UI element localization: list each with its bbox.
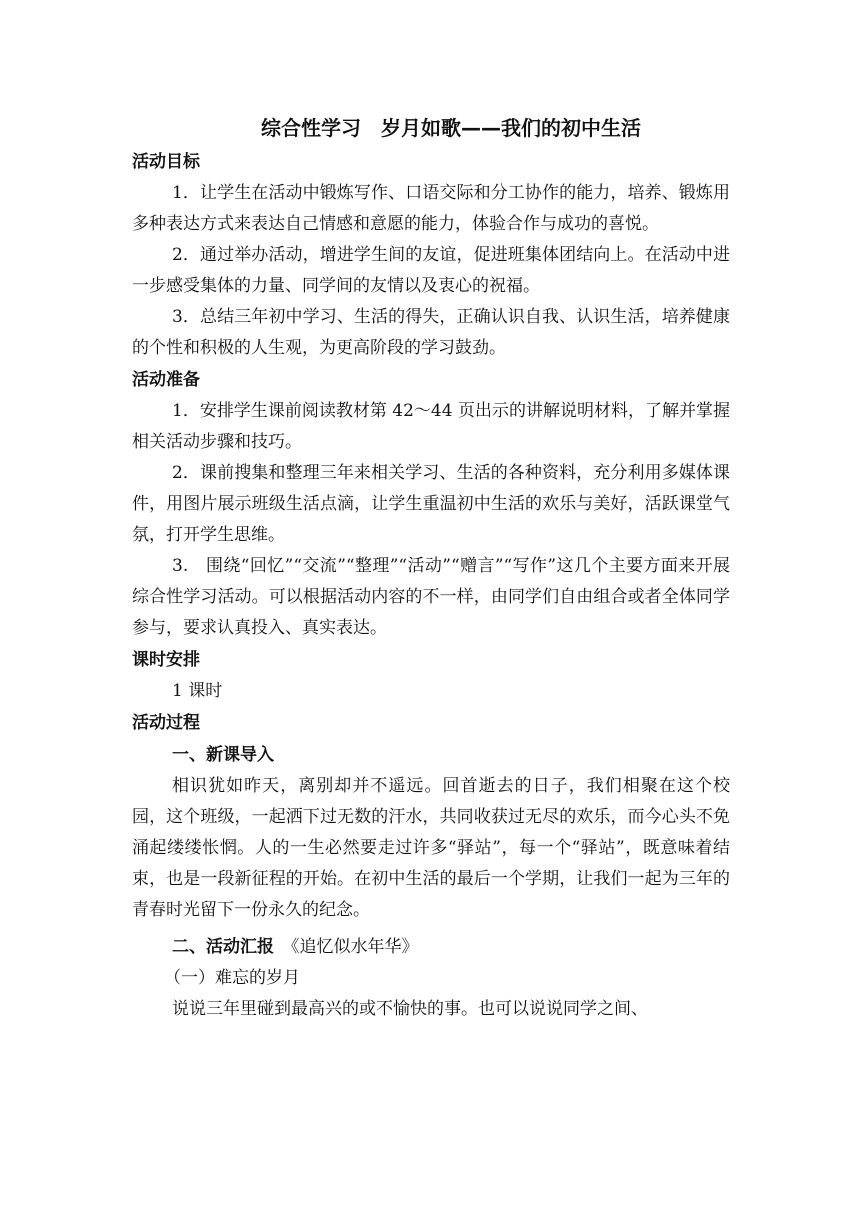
process-part2-line <box>132 932 730 963</box>
document-page <box>132 112 730 1025</box>
preparation-item-2: 2．课前搜集和整理三年来相关学习、生活的各种资料，充分利用多媒体课件，用图片展示班级生活点滴，让学生重温初中生活的欢乐与美好，活跃课堂气氛，打开学生思维。 <box>132 463 730 545</box>
preparation-item-1: 1．安排学生课前阅读教材第 42～44 页出示的讲解说明材料，了解并掌握相关活动步骤和技巧。 <box>132 401 730 452</box>
goal-item-2: 2．通过举办活动，增进学生间的友谊，促进班集体团结向上。在活动中进一步感受集体的力量、同学间的友情以及衷心的祝福。 <box>132 245 730 296</box>
heading-activity-goals: 活动目标 <box>132 152 200 172</box>
document-title: 综合性学习 岁月如歌——我们的初中生活 <box>261 116 641 140</box>
heading-activity-process: 活动过程 <box>132 713 200 733</box>
goal-item-1: 1．让学生在活动中锻炼写作、口语交际和分工协作的能力，培养、锻炼用多种表达方式来表达自己情感和意愿的能力，体验合作与成功的喜悦。 <box>132 183 730 234</box>
process-part2-subtitle: 《追忆似水年华》 <box>274 937 419 957</box>
process-sub1-heading: （一）难忘的岁月 <box>164 968 300 988</box>
process-sub1-text: 说说三年里碰到最高兴的或不愉快的事。也可以说说同学之间、 <box>172 999 648 1019</box>
schedule-text: 1 课时 <box>172 681 223 701</box>
preparation-item-3: 3. 围绕“回忆”“交流”“整理”“活动”“赠言”“写作”这几个主要方面来开展综合性学习活动。可以根据活动内容的不一样，由同学们自由组合或者全体同学参与，要求认真投入、真实表达。 <box>132 556 730 638</box>
heading-activity-preparation: 活动准备 <box>132 370 200 390</box>
goal-item-3: 3．总结三年初中学习、生活的得失，正确认识自我、认识生活，培养健康的个性和积极的人生观，为更高阶段的学习鼓劲。 <box>132 307 730 358</box>
process-part1-heading: 一、新课导入 <box>172 745 274 765</box>
heading-schedule: 课时安排 <box>132 650 200 670</box>
process-part2-heading: 二、活动汇报 <box>172 937 274 957</box>
process-part1-text: 相识犹如昨天，离别却并不遥远。回首逝去的日子，我们相聚在这个校园，这个班级，一起洒下过无数的汗水，共同收获过无尽的欢乐，而今心头不免涌起缕缕怅惘。人的一生必然要走过许多“驿站”，每一个“驿站”，既意味着结束，也是一段新征程的开始。在初中生活的最后一个学期，让我们一起为三年的青春时光留下一份永久的纪念。 <box>132 776 730 920</box>
